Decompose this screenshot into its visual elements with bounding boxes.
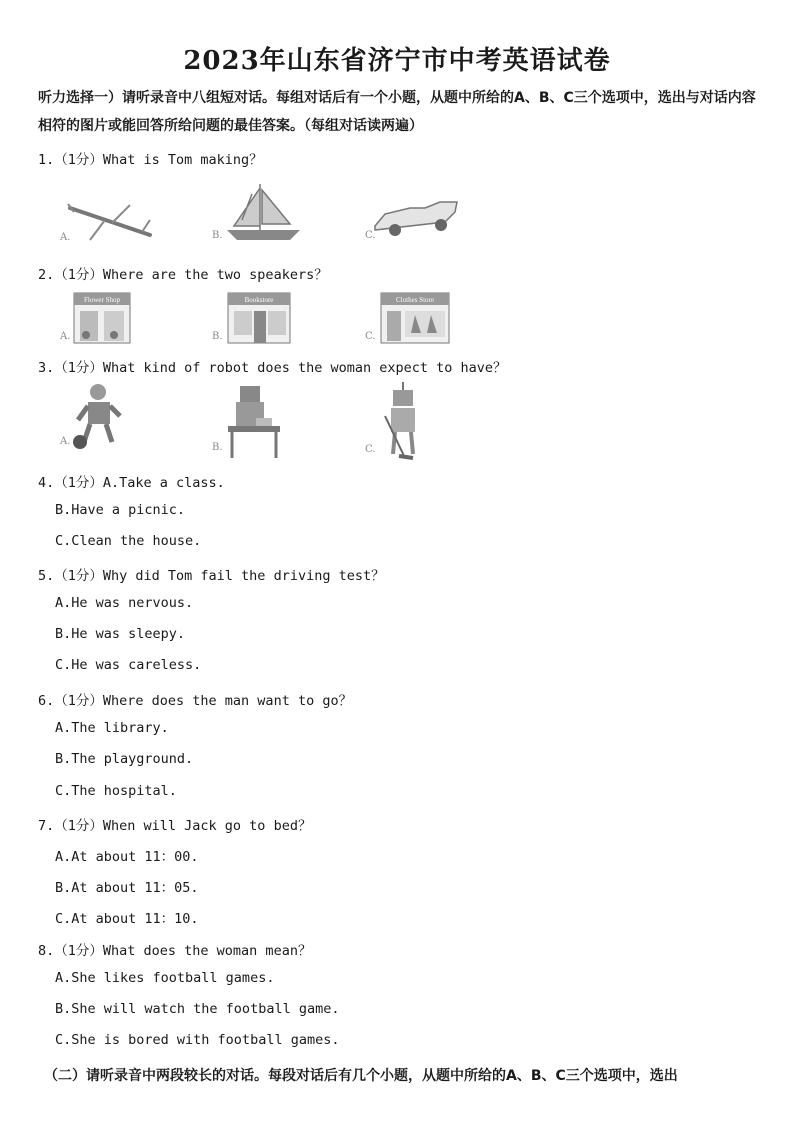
option-b-label: B. <box>212 331 223 342</box>
option-b-label: B. <box>212 442 223 453</box>
question-6-option-c: C.The hospital. <box>55 783 177 799</box>
question-5: 5.（1分）Why did Tom fail the driving test？ <box>38 568 385 584</box>
option-a-label: A. <box>60 331 71 342</box>
question-8: 8.（1分）What does the woman mean？ <box>38 943 312 959</box>
question-4-option-c: C.Clean the house. <box>55 533 202 549</box>
option-c-label: C. <box>365 331 376 342</box>
question-6-option-a: A.The library. <box>55 720 169 736</box>
flower-shop-picture <box>60 289 140 347</box>
question-8-option-b: B.She will watch the football game. <box>55 1001 340 1017</box>
robot-sweeping-picture <box>365 380 445 460</box>
question-5-option-c: C.He was careless. <box>55 657 202 673</box>
question-1: 1.（1分）What is Tom making？ <box>38 152 263 168</box>
option-a-label: A. <box>60 436 71 447</box>
page-title: 2023年山东省济宁市中考英语试卷 <box>183 46 611 76</box>
clothes-store-picture <box>365 289 455 347</box>
question-2: 2.（1分）Where are the two speakers？ <box>38 267 328 283</box>
question-7-option-b: B.At about 11：05. <box>55 880 199 896</box>
question-7-option-c: C.At about 11：10. <box>55 911 199 927</box>
section-2-instructions: （二）请听录音中两段较长的对话。每段对话后有几个小题，从题中所给的A、B、C三个选项中，选出 <box>44 1068 678 1084</box>
question-4: 4.（1分）A.Take a class. <box>38 475 225 491</box>
option-a-label: A. <box>60 232 71 243</box>
race-car-picture <box>365 192 465 242</box>
question-7: 7.（1分）When will Jack go to bed？ <box>38 818 312 834</box>
question-8-option-c: C.She is bored with football games. <box>55 1032 340 1048</box>
question-4-option-b: B.Have a picnic. <box>55 502 186 518</box>
option-b-label: B. <box>212 230 223 241</box>
option-c-label: C. <box>365 230 376 241</box>
question-6-option-b: B.The playground. <box>55 751 194 767</box>
sailboat-picture <box>212 180 307 245</box>
question-7-option-a: A.At about 11：00. <box>55 849 199 865</box>
question-6: 6.（1分）Where does the man want to go？ <box>38 693 353 709</box>
robot-football-picture <box>60 380 140 452</box>
question-5-option-a: A.He was nervous. <box>55 595 194 611</box>
airplane-picture <box>60 190 160 245</box>
section-instructions: 听力选择一）请听录音中八组短对话。每组对话后有一个小题，从题中所给的A、B、C三个选项中，选出与对话内容相符的图片或能回答所给问题的最佳答案。（每组对话读两遍） <box>38 90 756 134</box>
question-8-option-a: A.She likes football games. <box>55 970 275 986</box>
bookstore-sign: Bookstore <box>244 296 274 304</box>
flower-shop-sign: Flower Shop <box>84 296 120 304</box>
bookstore-picture <box>212 289 297 347</box>
question-3: 3.（1分）What kind of robot does the woman expect to have？ <box>38 360 507 376</box>
clothes-store-sign: Clothes Store <box>396 296 434 304</box>
robot-desk-picture <box>212 380 292 460</box>
option-c-label: C. <box>365 444 376 455</box>
question-5-option-b: B.He was sleepy. <box>55 626 186 642</box>
